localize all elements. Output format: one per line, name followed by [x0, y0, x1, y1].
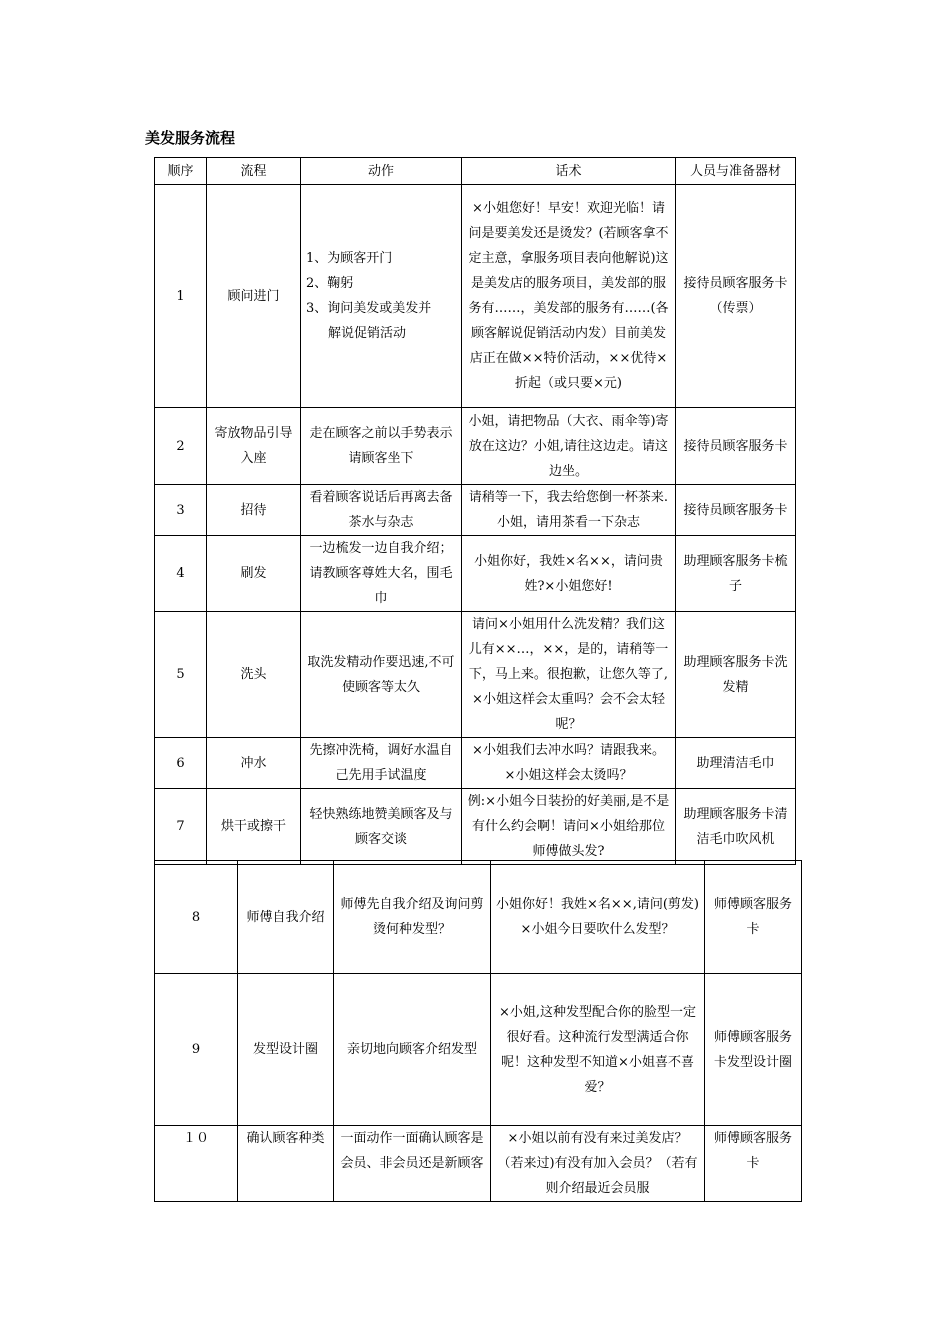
row-seq: 8: [155, 861, 238, 974]
row-process: 刷发: [207, 536, 301, 612]
row-action: 一边梳发一边自我介绍；请教顾客尊姓大名，围毛巾: [301, 536, 462, 612]
row-script: ×小姐我们去冲水吗？请跟我来。×小姐这样会太烫吗？: [462, 738, 676, 789]
header-seq: 顺序: [155, 158, 207, 185]
table-row: [155, 738, 796, 789]
table-row: [155, 485, 796, 536]
row-process: 洗头: [207, 612, 301, 738]
service-process-table-continued: [154, 860, 802, 1202]
row-seq: 4: [155, 536, 207, 612]
row-script: 小姐你好，我姓×名××，请问贵姓?×小姐您好!: [462, 536, 676, 612]
action-item: 3、询问美发或美发并: [306, 301, 432, 316]
row-seq: 2: [155, 408, 207, 485]
row-seq: 5: [155, 612, 207, 738]
row-staff: 师傅顾客服务卡: [705, 861, 802, 974]
row-seq: 1: [155, 185, 207, 408]
row-script: 小姐，请把物品（大衣、雨伞等)寄放在这边？小姐,请往这边走。请这边坐。: [462, 408, 676, 485]
row-staff: 助理顾客服务卡洗发精: [676, 612, 796, 738]
row-process: 发型设计圈: [238, 974, 334, 1126]
row-script: 请稍等一下，我去给您倒一杯茶来.小姐，请用茶看一下杂志: [462, 485, 676, 536]
row-seq: １０: [155, 1126, 238, 1202]
row-action: 师傅先自我介绍及询问剪烫何种发型？: [334, 861, 491, 974]
table-header-row: [155, 158, 796, 185]
row-script: ×小姐以前有没有来过美发店？（若来过)有没有加入会员？（若有则介绍最近会员服: [491, 1126, 705, 1202]
row-staff: 助理顾客服务卡清洁毛巾吹风机: [676, 789, 796, 865]
table-row: [155, 974, 802, 1126]
header-script: 话术: [462, 158, 676, 185]
document-title: 美发服务流程: [145, 129, 236, 147]
row-staff: 师傅顾客服务卡发型设计圈: [705, 974, 802, 1126]
row-action: 看着顾客说话后再离去备茶水与杂志: [301, 485, 462, 536]
table-row: [155, 612, 796, 738]
row-process: 确认顾客种类: [238, 1126, 334, 1202]
row-process: 招待: [207, 485, 301, 536]
table-row: [155, 1126, 802, 1202]
row-action: [301, 185, 462, 408]
row-process: 寄放物品引导入座: [207, 408, 301, 485]
table-row: [155, 789, 796, 865]
row-action: 轻快熟练地赞美顾客及与顾客交谈: [301, 789, 462, 865]
row-action: 先擦冲洗椅，调好水温自己先用手试温度: [301, 738, 462, 789]
row-seq: 3: [155, 485, 207, 536]
header-process: 流程: [207, 158, 301, 185]
action-item: 1、为顾客开门: [306, 251, 393, 266]
action-item: 解说促销活动: [328, 326, 407, 341]
row-script: ×小姐,这种发型配合你的脸型一定很好看。这种流行发型满适合你呢！这种发型不知道×小姐喜不喜爱？: [491, 974, 705, 1126]
action-item: 2、鞠躬: [306, 276, 354, 291]
row-staff: 接待员顾客服务卡: [676, 408, 796, 485]
row-action: 亲切地向顾客介绍发型: [334, 974, 491, 1126]
row-action: 取洗发精动作要迅速,不可使顾客等太久: [301, 612, 462, 738]
row-staff: 接待员顾客服务卡: [676, 485, 796, 536]
row-process: 师傅自我介绍: [238, 861, 334, 974]
row-staff: 师傅顾客服务卡: [705, 1126, 802, 1202]
table-row: [155, 408, 796, 485]
row-seq: 9: [155, 974, 238, 1126]
row-script: 例:×小姐今日装扮的好美丽,是不是有什么约会啊！请问×小姐给那位师傅做头发?: [462, 789, 676, 865]
row-seq: 6: [155, 738, 207, 789]
service-process-table: [154, 157, 796, 865]
row-action: 一面动作一面确认顾客是会员、非会员还是新顾客: [334, 1126, 491, 1202]
row-process: 顾问进门: [207, 185, 301, 408]
row-process: 冲水: [207, 738, 301, 789]
row-action: 走在顾客之前以手势表示请顾客坐下: [301, 408, 462, 485]
row-staff: 助理清洁毛巾: [676, 738, 796, 789]
row-seq: 7: [155, 789, 207, 865]
header-action: 动作: [301, 158, 462, 185]
row-staff: 助理顾客服务卡梳子: [676, 536, 796, 612]
row-process: 烘干或擦干: [207, 789, 301, 865]
table-row: [155, 536, 796, 612]
table-row: [155, 861, 802, 974]
row-script: ×小姐您好！早安！欢迎光临！请问是要美发还是烫发？(若顾客拿不定主意，拿服务项目表向他解说)这是美发店的服务项目，美发部的服务有……，美发部的服务有……(各顾客解说促销活动内发）目前美发店正在做××特价活动，××优待×折起（或只要×元): [462, 185, 676, 408]
table-row: [155, 185, 796, 408]
row-staff: 接待员顾客服务卡（传票）: [676, 185, 796, 408]
row-script: 请问×小姐用什么洗发精？我们这儿有××…，××，是的，请稍等一下，马上来。很抱歉，让您久等了,×小姐这样会太重吗？会不会太轻呢？: [462, 612, 676, 738]
header-staff: 人员与准备器材: [676, 158, 796, 185]
row-script: 小姐你好！我姓×名××,请问(剪发)×小姐今日要吹什么发型？: [491, 861, 705, 974]
